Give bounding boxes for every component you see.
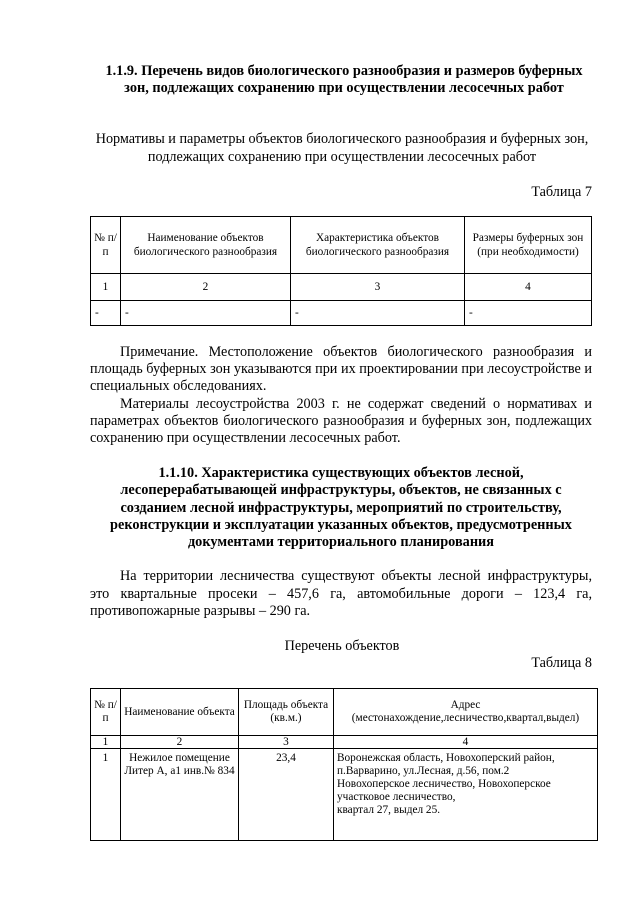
infrastructure-paragraph: На территории лесничества существуют объекты лесной инфраструктуры, это квартальные просеки – 457,6 га, автомобильные дороги – 123,4 га, противопожарные разрывы – 290 га.	[90, 568, 592, 619]
address-line: Воронежская область, Новохоперский район,	[337, 752, 555, 764]
table-header-row	[91, 689, 598, 736]
header-name: Наименование объектов биологического разнообразия	[121, 217, 291, 274]
col-number: 4	[465, 274, 592, 301]
col-number: 4	[334, 736, 598, 749]
table-7-caption: Таблица 7	[531, 184, 592, 200]
header-characteristic: Характеристика объектов биологического разнообразия	[291, 217, 465, 274]
section-title-1-1-10: 1.1.10. Характеристика существующих объектов лесной, лесоперерабатывающей инфраструктуры, объектов, не связанных с созданием лесной инфраструктуры, мероприятий по строительству, реконструкции и эксплуатации указанных объектов, предусмотренных документами территориального планирования	[110, 465, 572, 551]
object-name: Нежилое помещение Литер А, а1 инв.№ 834	[121, 749, 239, 841]
column-number-row	[91, 736, 598, 749]
table-8-caption: Таблица 8	[531, 655, 592, 671]
object-area: 23,4	[239, 749, 334, 841]
table-8	[90, 688, 598, 841]
row-number: 1	[91, 749, 121, 841]
col-number: 1	[91, 274, 121, 301]
table-7	[90, 216, 592, 326]
table-header-row	[91, 217, 592, 274]
address-line: Новохоперское лесничество, Новохоперское участковое лесничество,	[337, 778, 551, 803]
object-list-heading: Перечень объектов	[284, 638, 400, 654]
column-number-row	[91, 274, 592, 301]
header-area: Площадь объекта (кв.м.)	[239, 689, 334, 736]
table-cell: -	[291, 301, 465, 326]
table-row	[91, 301, 592, 326]
section-title-1-1-9: 1.1.9. Перечень видов биологического разнообразия и размеров буферных зон, подлежащих сохранению при осуществлении лесосечных работ	[105, 63, 583, 96]
materials-paragraph: Материалы лесоустройства 2003 г. не содержат сведений о нормативах и параметрах объектов биологического разнообразия и буферных зон, подлежащих сохранению при осуществлении лесосечных работ.	[90, 396, 592, 447]
address-line: квартал 27, выдел 25.	[337, 804, 441, 816]
address-line: п.Варварино, ул.Лесная, д.56, пом.2	[337, 765, 510, 777]
header-num: № п/п	[91, 217, 121, 274]
table-cell: -	[121, 301, 291, 326]
col-number: 2	[121, 274, 291, 301]
col-number: 3	[239, 736, 334, 749]
object-address	[334, 749, 598, 841]
table-row	[91, 749, 598, 841]
header-buffer-size: Размеры буферных зон (при необходимости)	[465, 217, 592, 274]
col-number: 1	[91, 736, 121, 749]
header-object-name: Наименование объекта	[121, 689, 239, 736]
header-address: Адрес (местонахождение,лесничество,квартал,выдел)	[334, 689, 598, 736]
header-num: № п/п	[91, 689, 121, 736]
col-number: 2	[121, 736, 239, 749]
table-cell: -	[465, 301, 592, 326]
table-cell: -	[91, 301, 121, 326]
col-number: 3	[291, 274, 465, 301]
note-paragraph: Примечание. Местоположение объектов биологического разнообразия и площадь буферных зон указываются при их проектировании при лесоустройстве и специальных обследованиях.	[90, 344, 592, 395]
section-subtitle: Нормативы и параметры объектов биологического разнообразия и буферных зон, подлежащих сохранению при осуществлении лесосечных работ	[95, 131, 589, 165]
